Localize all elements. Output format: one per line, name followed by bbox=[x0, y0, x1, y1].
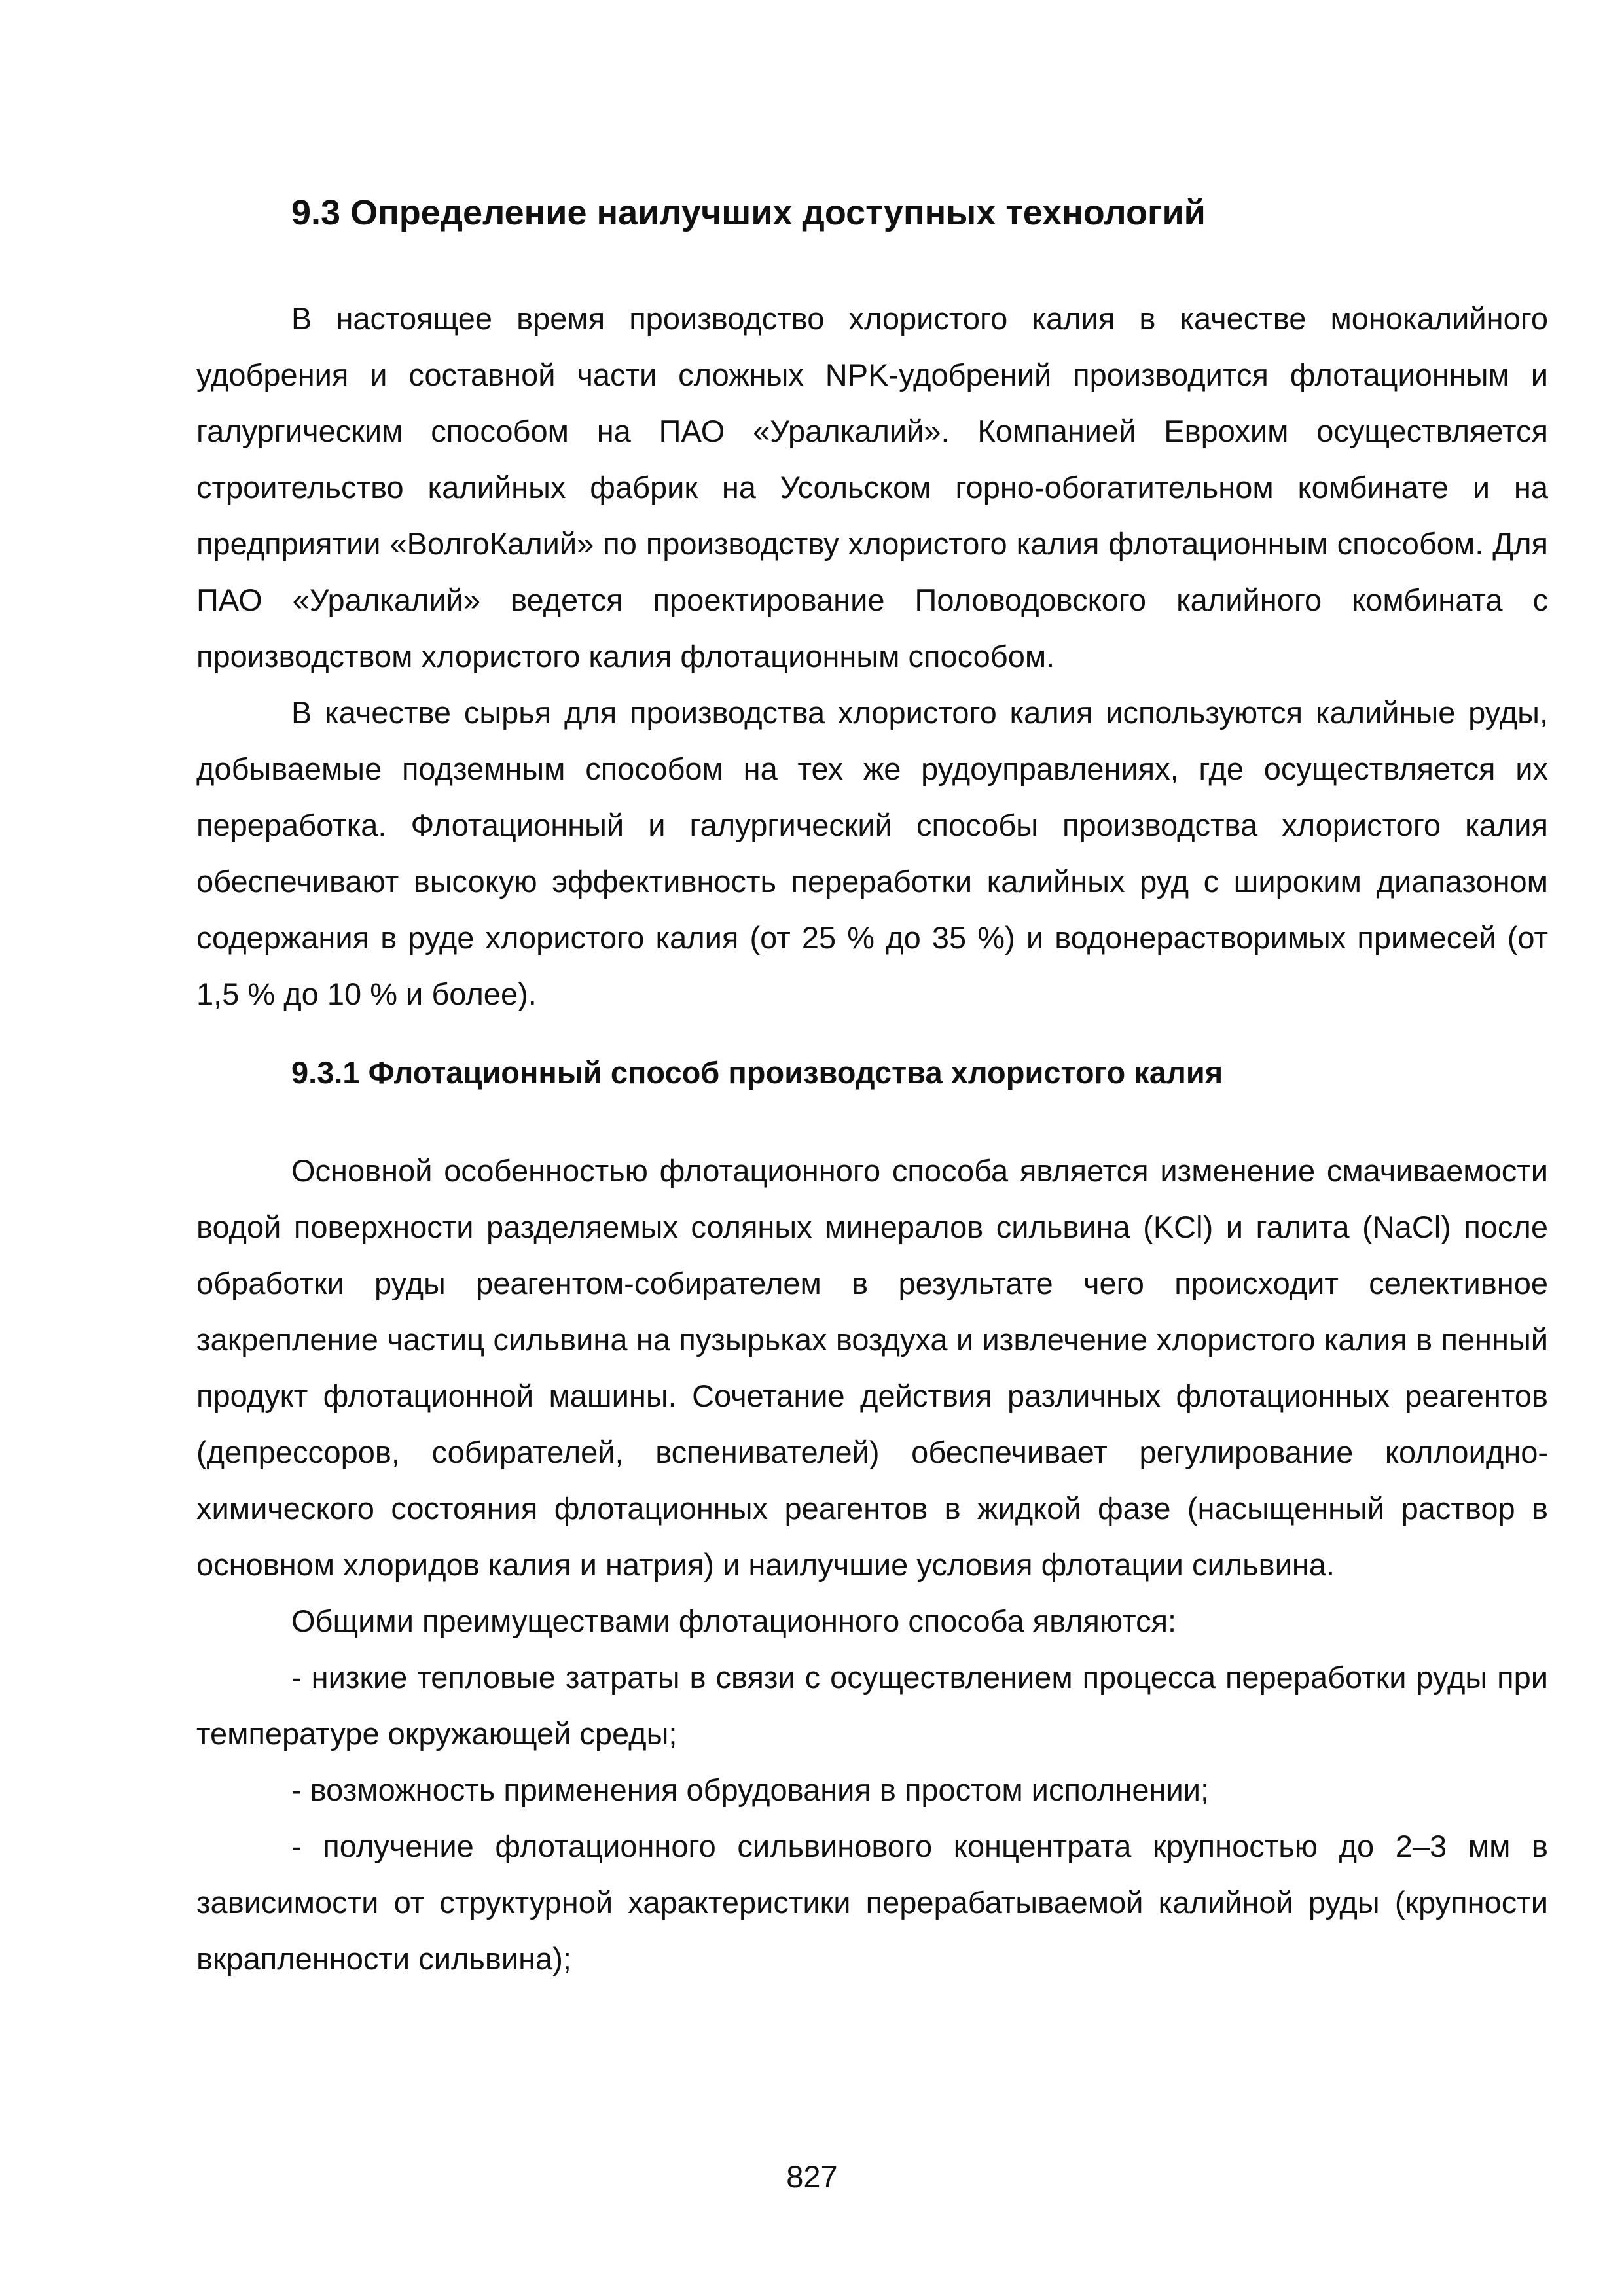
section-paragraph-2: В качестве сырья для производства хлористого калия используются калийные руды, добываемые подземным способом на тех же рудоуправлениях, где осуществляется их переработка. Флотационный и галургический способы производства хлористого калия обеспечивают высокую эффективность переработки калийных руд с широким диапазоном содержания в руде хлористого калия (от 25 % до 35 %) и водонерастворимых примесей (от 1,5 % до 10 % и более). bbox=[196, 695, 1548, 1011]
advantage-item-2: - возможность применения обрудования в простом исполнении; bbox=[291, 1772, 1210, 1807]
subsection-paragraph-2: Общими преимуществами флотационного способа являются: bbox=[291, 1604, 1177, 1638]
page-number: 827 bbox=[786, 2159, 838, 2194]
page-content bbox=[196, 188, 1548, 1987]
subsection-paragraph-1: Основной особенностью флотационного способа является изменение смачиваемости водой поверхности разделяемых соляных минералов сильвина (KCl) и галита (NaCl) после обработки руды реагентом-собирателем в результате чего происходит селективное закрепление частиц сильвина на пузырьках воздуха и извлечение хлористого калия в пенный продукт флотационной машины. Сочетание действия различных флотационных реагентов (депрессоров, собирателей, вспенивателей) обеспечивает регулирование коллоидно-химического состояния флотационных реагентов в жидкой фазе (насыщенный раствор в основном хлоридов калия и натрия) и наилучшие условия флотации сильвина. bbox=[196, 1153, 1548, 1582]
section-paragraph-1: В настоящее время производство хлористого калия в качестве монокалийного удобрения и составной части сложных NPK-удобрений производится флотационным и галургическим способом на ПАО «Уралкалий». Компанией Еврохим осуществляется строительство калийных фабрик на Усольском горно-обогатительном комбинате и на предприятии «ВолгоКалий» по производству хлористого калия флотационным способом. Для ПАО «Уралкалий» ведется проектирование Половодовского калийного комбината с производством хлористого калия флотационным способом. bbox=[196, 301, 1548, 673]
subsection-title: 9.3.1 Флотационный способ производства хлористого калия bbox=[291, 1055, 1223, 1090]
advantage-item-3: - получение флотационного сильвинового концентрата крупностью до 2–3 мм в зависимости от структурной характеристики перерабатываемой калийной руды (крупности вкрапленности сильвина); bbox=[196, 1829, 1548, 1976]
advantage-item-1: - низкие тепловые затраты в связи с осуществлением процесса переработки руды при температуре окружающей среды; bbox=[196, 1660, 1548, 1751]
section-title: 9.3 Определение наилучших доступных технологий bbox=[291, 193, 1206, 232]
